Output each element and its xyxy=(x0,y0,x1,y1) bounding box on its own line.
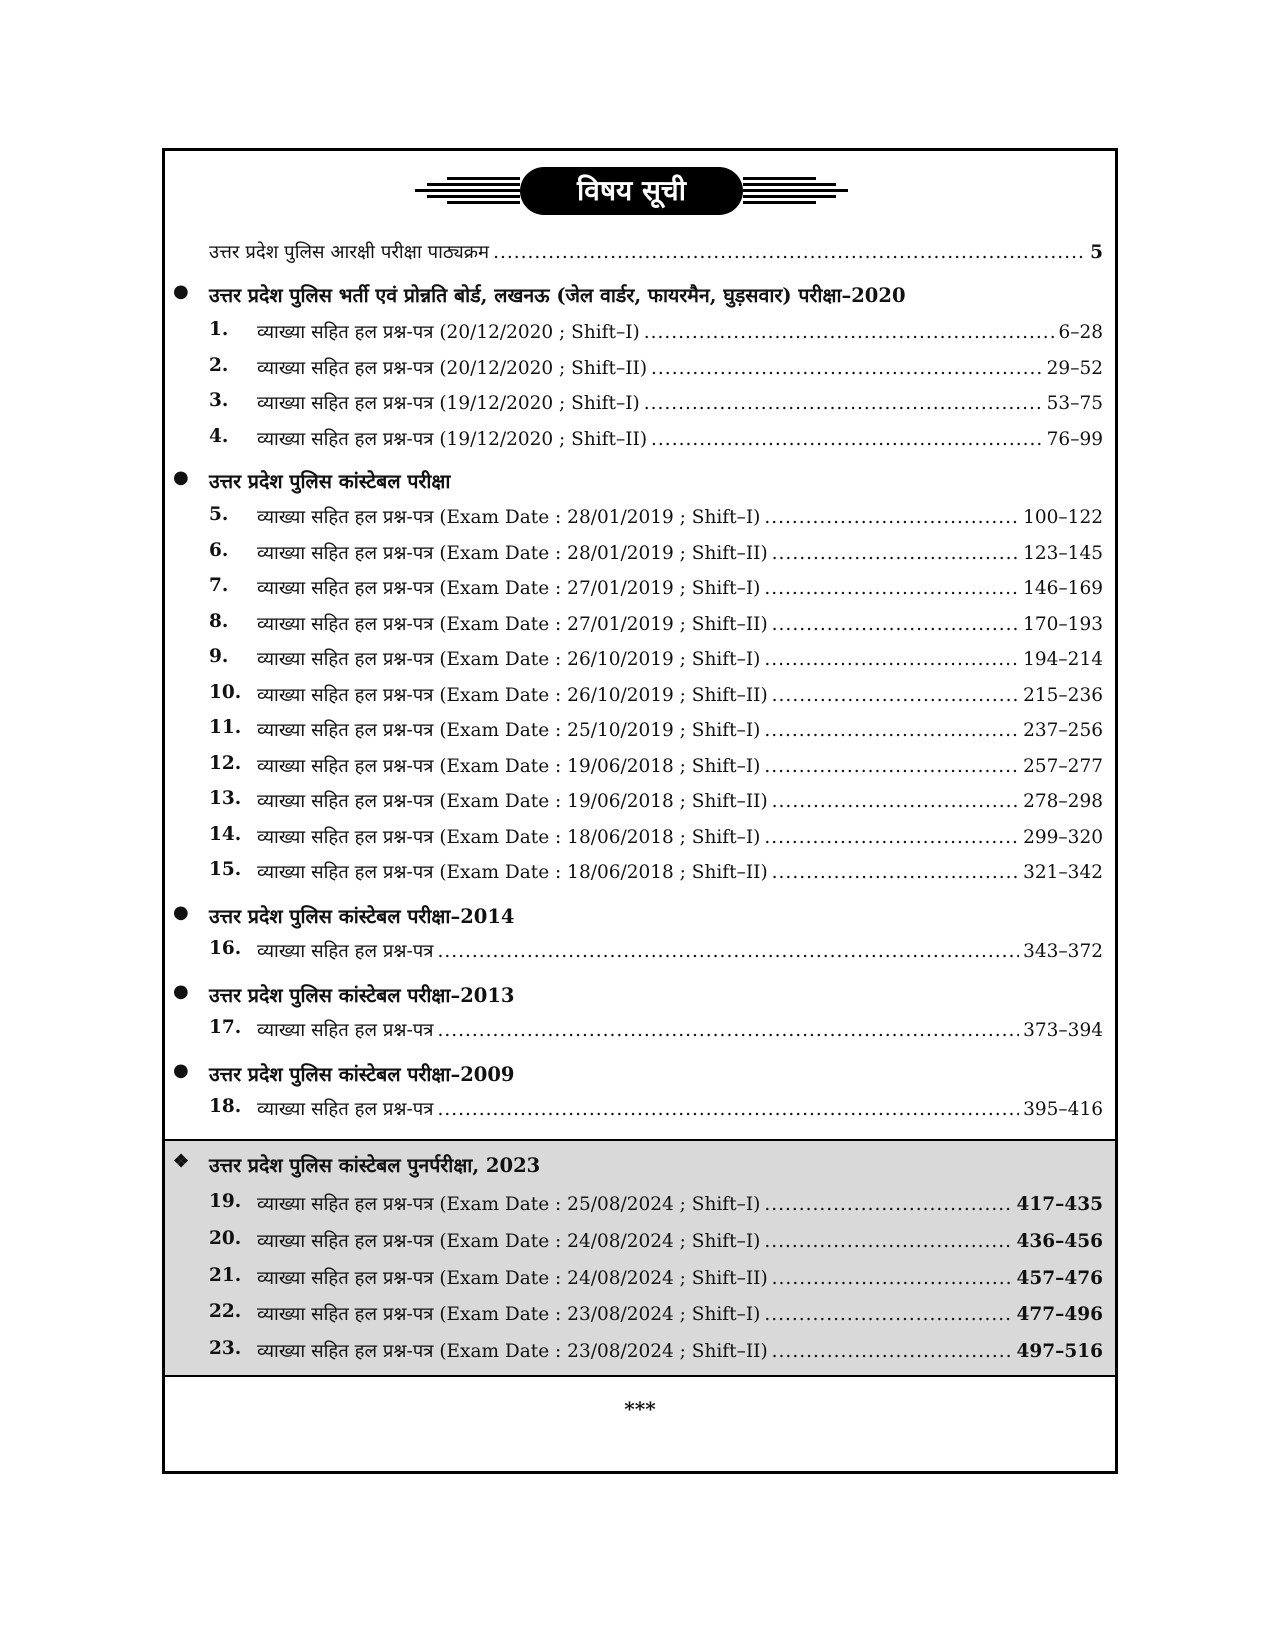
item-label: व्याख्या सहित हल प्रश्न-पत्र xyxy=(257,941,434,962)
item-number: 4. xyxy=(209,426,229,447)
list-item[interactable] xyxy=(165,426,1115,456)
dot-leader xyxy=(764,507,1019,528)
list-item[interactable] xyxy=(165,788,1115,818)
section-heading xyxy=(165,467,1115,499)
list-item[interactable] xyxy=(165,504,1115,534)
item-label: व्याख्या सहित हल प्रश्न-पत्र (Exam Date : 27/01/2019 ; Shift–II) xyxy=(257,614,768,635)
list-item[interactable] xyxy=(165,1017,1115,1047)
dot-leader xyxy=(493,242,1086,263)
item-pages: 343–372 xyxy=(1023,941,1103,962)
item-pages: 257–277 xyxy=(1023,756,1103,777)
item-number: 11. xyxy=(209,717,242,738)
list-item[interactable] xyxy=(165,1265,1115,1295)
item-number: 18. xyxy=(209,1096,242,1117)
item-label: व्याख्या सहित हल प्रश्न-पत्र xyxy=(257,1099,434,1120)
item-pages: 53–75 xyxy=(1046,393,1103,414)
dot-leader xyxy=(764,1304,1012,1325)
item-label: व्याख्या सहित हल प्रश्न-पत्र (Exam Date : 19/06/2018 ; Shift–I) xyxy=(257,756,761,777)
dot-leader xyxy=(772,1268,1013,1289)
dot-leader xyxy=(764,720,1019,741)
item-number: 12. xyxy=(209,753,242,774)
item-number: 9. xyxy=(209,646,229,667)
item-number: 7. xyxy=(209,575,229,596)
section-title: उत्तर प्रदेश पुलिस कांस्टेबल परीक्षा xyxy=(209,470,451,493)
page-title: विषय सूची xyxy=(520,167,743,215)
dot-leader xyxy=(437,941,1019,962)
bullet-icon: ● xyxy=(173,981,189,1002)
dot-leader xyxy=(772,1341,1013,1362)
list-item[interactable] xyxy=(165,1228,1115,1258)
title-decoration-right xyxy=(743,177,848,205)
list-item[interactable] xyxy=(165,540,1115,570)
item-label: व्याख्या सहित हल प्रश्न-पत्र (Exam Date : 19/06/2018 ; Shift–II) xyxy=(257,791,768,812)
syllabus-label: उत्तर प्रदेश पुलिस आरक्षी परीक्षा पाठ्यक्रम xyxy=(209,242,490,263)
item-pages: 497–516 xyxy=(1016,1341,1103,1362)
section-heading xyxy=(165,981,1115,1013)
item-number: 21. xyxy=(209,1265,242,1286)
item-number: 22. xyxy=(209,1301,242,1322)
item-number: 3. xyxy=(209,390,229,411)
item-number: 19. xyxy=(209,1191,242,1212)
bullet-icon: ● xyxy=(173,1060,189,1081)
item-number: 2. xyxy=(209,355,229,376)
item-number: 8. xyxy=(209,611,229,632)
list-item[interactable] xyxy=(165,1301,1115,1331)
item-label: व्याख्या सहित हल प्रश्न-पत्र (20/12/2020 ; Shift–II) xyxy=(257,358,648,379)
dot-leader xyxy=(764,827,1019,848)
item-number: 10. xyxy=(209,682,242,703)
item-label: व्याख्या सहित हल प्रश्न-पत्र (Exam Date : 25/08/2024 ; Shift–I) xyxy=(257,1194,761,1215)
item-pages: 6–28 xyxy=(1058,322,1103,343)
item-label: व्याख्या सहित हल प्रश्न-पत्र xyxy=(257,1020,434,1041)
item-number: 23. xyxy=(209,1338,242,1359)
item-pages: 321–342 xyxy=(1023,862,1103,883)
item-number: 13. xyxy=(209,788,242,809)
item-label: व्याख्या सहित हल प्रश्न-पत्र (Exam Date : 28/01/2019 ; Shift–II) xyxy=(257,543,768,564)
dot-leader xyxy=(764,756,1019,777)
item-pages: 29–52 xyxy=(1046,358,1103,379)
item-label: व्याख्या सहित हल प्रश्न-पत्र (20/12/2020 ; Shift–I) xyxy=(257,322,640,343)
list-item[interactable] xyxy=(165,390,1115,420)
item-pages: 299–320 xyxy=(1023,827,1103,848)
dot-leader xyxy=(651,358,1043,379)
item-label: व्याख्या सहित हल प्रश्न-पत्र (Exam Date : 26/10/2019 ; Shift–I) xyxy=(257,649,761,670)
dot-leader xyxy=(772,791,1019,812)
special-section xyxy=(165,1139,1115,1377)
item-number: 16. xyxy=(209,938,242,959)
item-pages: 170–193 xyxy=(1023,614,1103,635)
dot-leader xyxy=(644,322,1055,343)
item-number: 20. xyxy=(209,1228,242,1249)
section-heading xyxy=(165,902,1115,934)
item-pages: 477–496 xyxy=(1016,1304,1103,1325)
list-item[interactable] xyxy=(165,646,1115,676)
dot-leader xyxy=(772,543,1019,564)
dot-leader xyxy=(437,1020,1019,1041)
list-item[interactable] xyxy=(165,717,1115,747)
item-label: व्याख्या सहित हल प्रश्न-पत्र (Exam Date : 28/01/2019 ; Shift–I) xyxy=(257,507,761,528)
section-title: उत्तर प्रदेश पुलिस कांस्टेबल पुनर्परीक्षा, 2023 xyxy=(209,1154,541,1177)
syllabus-pages: 5 xyxy=(1090,242,1103,263)
list-item[interactable] xyxy=(165,1096,1115,1126)
item-number: 6. xyxy=(209,540,229,561)
item-pages: 76–99 xyxy=(1046,429,1103,450)
dot-leader xyxy=(764,649,1019,670)
dot-leader xyxy=(644,393,1043,414)
list-item[interactable] xyxy=(165,753,1115,783)
item-label: व्याख्या सहित हल प्रश्न-पत्र (19/12/2020 ; Shift–II) xyxy=(257,429,648,450)
dot-leader xyxy=(764,1231,1012,1252)
item-pages: 194–214 xyxy=(1023,649,1103,670)
item-label: व्याख्या सहित हल प्रश्न-पत्र (Exam Date : 18/06/2018 ; Shift–I) xyxy=(257,827,761,848)
item-label: व्याख्या सहित हल प्रश्न-पत्र (Exam Date : 23/08/2024 ; Shift–II) xyxy=(257,1341,768,1362)
item-pages: 237–256 xyxy=(1023,720,1103,741)
dot-leader xyxy=(764,578,1019,599)
dot-leader xyxy=(772,685,1019,706)
item-label: व्याख्या सहित हल प्रश्न-पत्र (Exam Date : 25/10/2019 ; Shift–I) xyxy=(257,720,761,741)
item-label: व्याख्या सहित हल प्रश्न-पत्र (19/12/2020 ; Shift–I) xyxy=(257,393,640,414)
list-item[interactable] xyxy=(165,1191,1115,1221)
list-item[interactable] xyxy=(165,575,1115,605)
list-item[interactable] xyxy=(165,824,1115,854)
item-pages: 100–122 xyxy=(1023,507,1103,528)
title-decoration-left xyxy=(415,177,520,205)
section-title: उत्तर प्रदेश पुलिस भर्ती एवं प्रोन्नति बोर्ड, लखनऊ (जेल वार्डर, फायरमैन, घुड़सवार) परीक्षा–2020 xyxy=(209,284,906,307)
item-pages: 395–416 xyxy=(1023,1099,1103,1120)
section-title: उत्तर प्रदेश पुलिस कांस्टेबल परीक्षा–2014 xyxy=(209,905,515,928)
footer-stars: *** xyxy=(624,1397,656,1421)
section-heading xyxy=(165,1060,1115,1092)
dot-leader xyxy=(772,862,1019,883)
list-item[interactable] xyxy=(165,682,1115,712)
item-number: 14. xyxy=(209,824,242,845)
item-label: व्याख्या सहित हल प्रश्न-पत्र (Exam Date : 26/10/2019 ; Shift–II) xyxy=(257,685,768,706)
item-number: 5. xyxy=(209,504,229,525)
list-item[interactable] xyxy=(165,938,1115,968)
item-pages: 278–298 xyxy=(1023,791,1103,812)
section-title: उत्तर प्रदेश पुलिस कांस्टेबल परीक्षा–2013 xyxy=(209,984,515,1007)
item-label: व्याख्या सहित हल प्रश्न-पत्र (Exam Date : 18/06/2018 ; Shift–II) xyxy=(257,862,768,883)
item-pages: 373–394 xyxy=(1023,1020,1103,1041)
section-heading xyxy=(165,281,1115,313)
item-pages: 146–169 xyxy=(1023,578,1103,599)
item-pages: 436–456 xyxy=(1016,1231,1103,1252)
list-item[interactable] xyxy=(165,859,1115,889)
dot-leader xyxy=(764,1194,1012,1215)
item-pages: 215–236 xyxy=(1023,685,1103,706)
item-pages: 457–476 xyxy=(1016,1268,1103,1289)
list-item[interactable] xyxy=(165,611,1115,641)
list-item[interactable] xyxy=(165,355,1115,385)
contents-frame xyxy=(162,148,1118,1474)
section-title: उत्तर प्रदेश पुलिस कांस्टेबल परीक्षा–2009 xyxy=(209,1063,515,1086)
item-label: व्याख्या सहित हल प्रश्न-पत्र (Exam Date : 24/08/2024 ; Shift–II) xyxy=(257,1268,768,1289)
list-item[interactable] xyxy=(165,1338,1115,1368)
dot-leader xyxy=(437,1099,1019,1120)
item-label: व्याख्या सहित हल प्रश्न-पत्र (Exam Date : 27/01/2019 ; Shift–I) xyxy=(257,578,761,599)
syllabus-entry[interactable] xyxy=(165,239,1115,269)
item-number: 1. xyxy=(209,319,229,340)
bullet-icon: ● xyxy=(173,467,189,488)
item-number: 15. xyxy=(209,859,242,880)
item-label: व्याख्या सहित हल प्रश्न-पत्र (Exam Date : 23/08/2024 ; Shift–I) xyxy=(257,1304,761,1325)
bullet-icon: ● xyxy=(173,902,189,923)
dot-leader xyxy=(651,429,1043,450)
dot-leader xyxy=(772,614,1019,635)
diamond-bullet-icon: ❖ xyxy=(173,1151,190,1172)
section-heading xyxy=(165,1151,1115,1183)
item-pages: 417–435 xyxy=(1016,1194,1103,1215)
list-item[interactable] xyxy=(165,319,1115,349)
item-number: 17. xyxy=(209,1017,242,1038)
title-banner xyxy=(165,165,1115,217)
item-label: व्याख्या सहित हल प्रश्न-पत्र (Exam Date : 24/08/2024 ; Shift–I) xyxy=(257,1231,761,1252)
bullet-icon: ● xyxy=(173,281,189,302)
item-pages: 123–145 xyxy=(1023,543,1103,564)
